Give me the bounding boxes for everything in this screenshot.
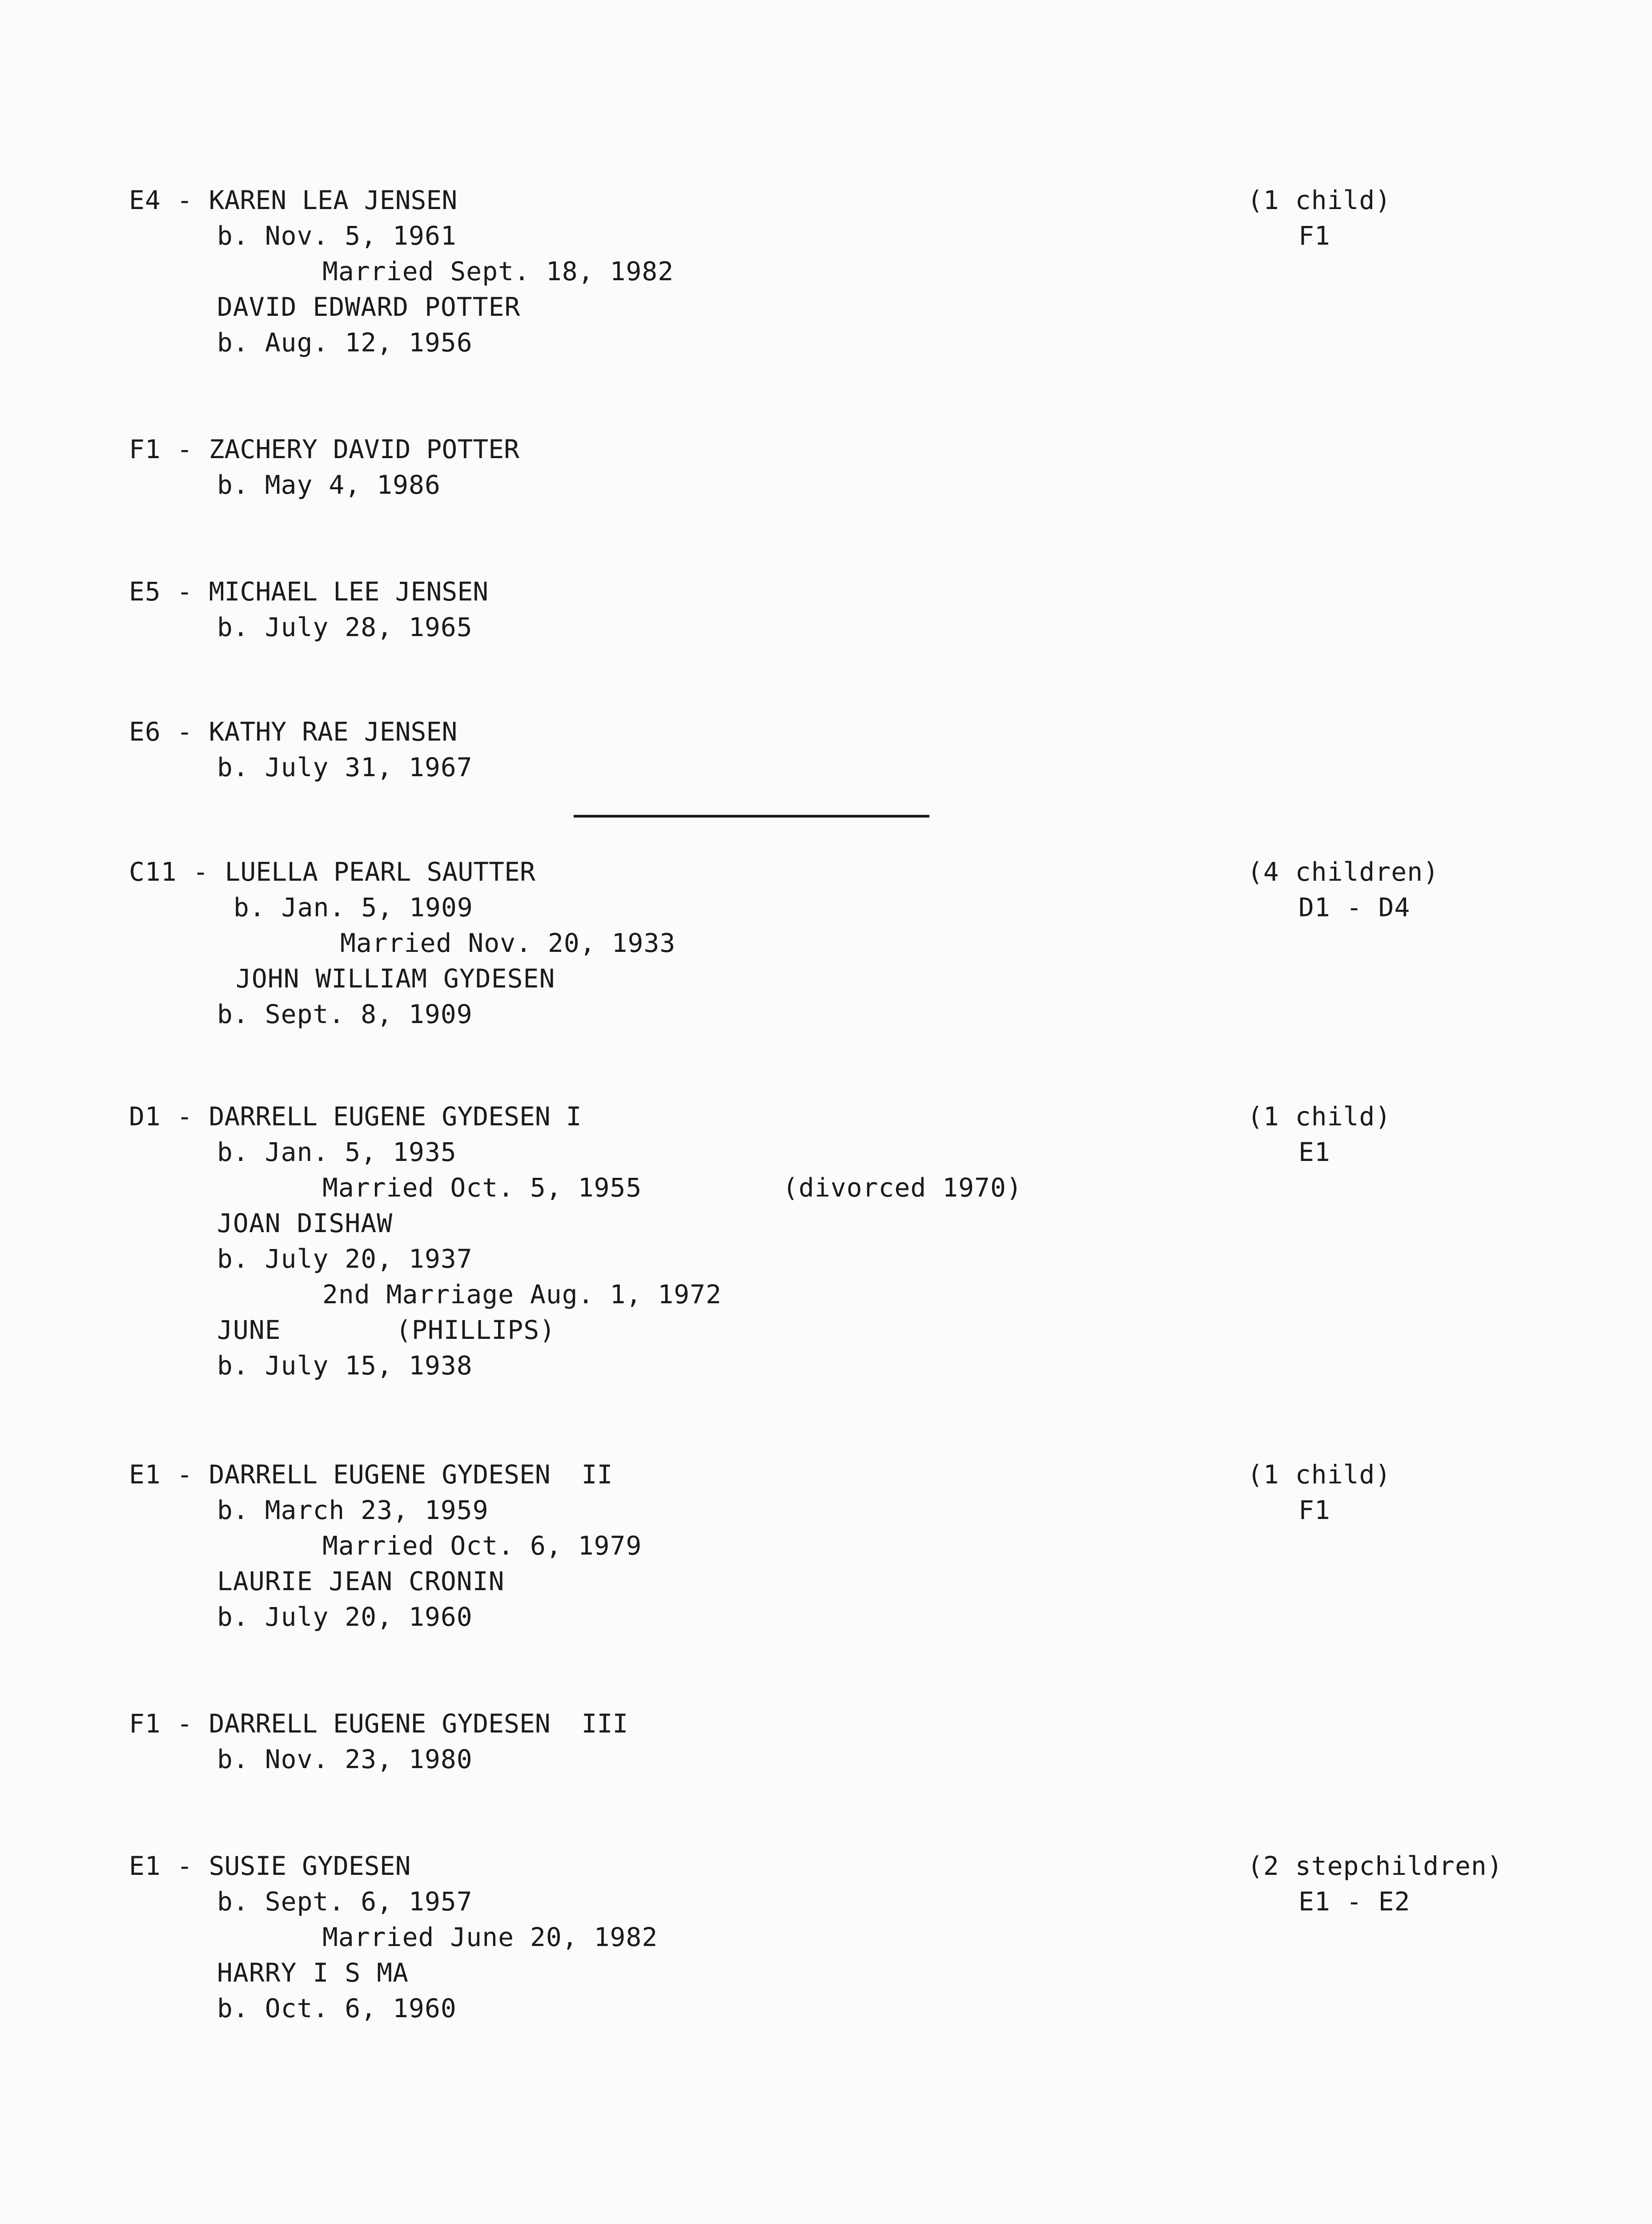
spouse-birth-date: b. July 20, 1937 (217, 1244, 473, 1274)
person-name: KATHY RAE JENSEN (209, 717, 458, 747)
marriage-date: Married Nov. 20, 1933 (340, 928, 676, 958)
entry-code: E5 (129, 576, 161, 607)
separator: - (161, 1851, 209, 1881)
marriage-date: Married June 20, 1982 (322, 1922, 658, 1952)
spouse-birth-date: b. Aug. 12, 1956 (217, 327, 473, 358)
second-marriage-date: 2nd Marriage Aug. 1, 1972 (322, 1279, 722, 1309)
entry-code: F1 (129, 1708, 161, 1739)
entry-heading (129, 1848, 411, 1884)
second-spouse-name: JUNE (217, 1315, 281, 1345)
children-count: (1 child) (1247, 1459, 1391, 1490)
children-range: E1 (1298, 1137, 1330, 1167)
spouse-birth-date: b. Sept. 8, 1909 (217, 999, 473, 1029)
entry-code: E1 (129, 1459, 161, 1490)
children-count: (1 child) (1247, 1101, 1391, 1132)
person-name: MICHAEL LEE JENSEN (209, 576, 489, 607)
children-count: (2 stepchildren) (1247, 1851, 1503, 1881)
separator: - (161, 1101, 209, 1132)
children-count: (4 children) (1247, 857, 1439, 887)
spouse-name: JOHN WILLIAM GYDESEN (236, 963, 555, 994)
birth-date: b. July 28, 1965 (217, 612, 473, 642)
entry-heading (129, 182, 457, 218)
person-name: DARRELL EUGENE GYDESEN II (209, 1459, 613, 1490)
separator: - (161, 717, 209, 747)
spouse-name: DAVID EDWARD POTTER (217, 292, 521, 322)
birth-date: b. Nov. 5, 1961 (217, 221, 457, 251)
marriage-date: Married Oct. 5, 1955 (322, 1172, 642, 1203)
birth-date: b. May 4, 1986 (217, 470, 441, 500)
birth-date: b. Nov. 23, 1980 (217, 1744, 473, 1774)
entry-code: F1 (129, 434, 161, 464)
person-name: DARRELL EUGENE GYDESEN III (209, 1708, 628, 1739)
spouse-name: HARRY I S MA (217, 1958, 409, 1988)
birth-date: b. July 31, 1967 (217, 752, 473, 782)
entry-heading (129, 1457, 613, 1492)
person-name: DARRELL EUGENE GYDESEN I (209, 1101, 582, 1132)
children-range: D1 - D4 (1298, 892, 1411, 923)
spouse-birth-date: b. Oct. 6, 1960 (217, 1993, 457, 2023)
birth-date: b. March 23, 1959 (217, 1495, 489, 1525)
entry-code: E6 (129, 717, 161, 747)
children-range: E1 - E2 (1298, 1886, 1411, 1917)
person-name: SUSIE GYDESEN (209, 1851, 411, 1881)
birth-date: b. Jan. 5, 1909 (233, 892, 473, 923)
second-spouse-birth-date: b. July 15, 1938 (217, 1350, 473, 1381)
entry-code: E1 (129, 1851, 161, 1881)
children-count: (1 child) (1247, 185, 1391, 215)
maiden-name: (PHILLIPS) (396, 1315, 556, 1345)
separator: - (161, 185, 209, 215)
separator: - (161, 1459, 209, 1490)
separator: - (177, 857, 225, 887)
person-name: LUELLA PEARL SAUTTER (225, 857, 535, 887)
entry-heading (129, 1099, 582, 1134)
entry-code: C11 (129, 857, 177, 887)
section-divider (574, 815, 929, 818)
separator: - (161, 1708, 209, 1739)
entry-heading (129, 1706, 628, 1741)
entry-code: E4 (129, 185, 161, 215)
entry-heading (129, 854, 535, 890)
children-range: F1 (1298, 1495, 1330, 1525)
entry-heading (129, 574, 488, 609)
separator: - (161, 434, 209, 464)
spouse-name: JOAN DISHAW (217, 1208, 393, 1238)
divorce-note: (divorced 1970) (783, 1172, 1022, 1203)
spouse-birth-date: b. July 20, 1960 (217, 1602, 473, 1632)
entry-heading (129, 714, 457, 749)
marriage-date: Married Sept. 18, 1982 (322, 256, 674, 286)
person-name: KAREN LEA JENSEN (209, 185, 458, 215)
person-name: ZACHERY DAVID POTTER (209, 434, 519, 464)
children-range: F1 (1298, 221, 1330, 251)
entry-heading (129, 431, 519, 467)
spouse-name: LAURIE JEAN CRONIN (217, 1566, 505, 1596)
separator: - (161, 576, 209, 607)
birth-date: b. Sept. 6, 1957 (217, 1886, 473, 1917)
entry-code: D1 (129, 1101, 161, 1132)
marriage-date: Married Oct. 6, 1979 (322, 1531, 642, 1561)
birth-date: b. Jan. 5, 1935 (217, 1137, 457, 1167)
